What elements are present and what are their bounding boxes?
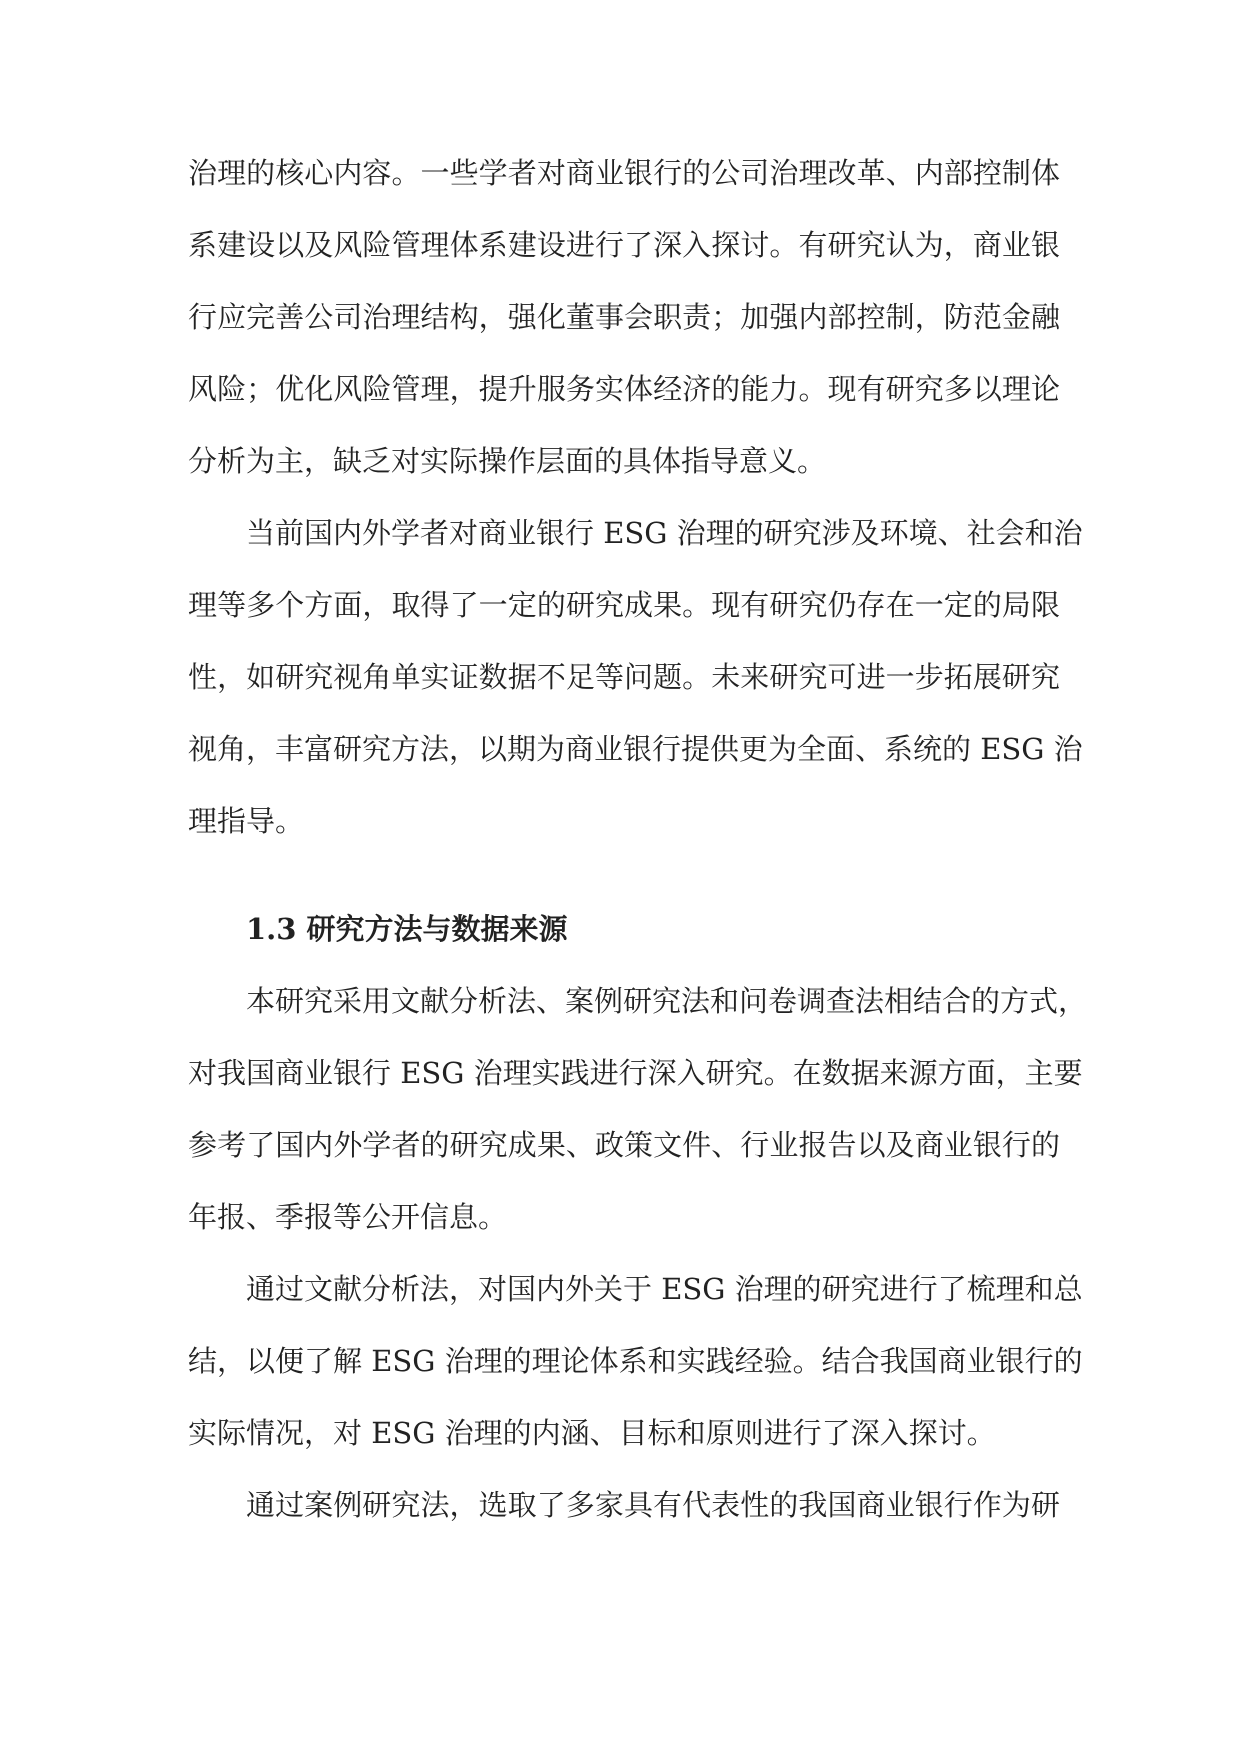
paragraph-p4 — [188, 1253, 1083, 1469]
paragraph-p1 — [188, 137, 1060, 497]
text-line: 通过文献分析法，对国内外关于 ESG 治理的研究进行了梳理和总 — [246, 1272, 1083, 1306]
paragraph-p5 — [188, 1469, 1060, 1541]
text-line: 当前国内外学者对商业银行 ESG 治理的研究涉及环境、社会和治 — [246, 516, 1083, 550]
text-line: 系建设以及风险管理体系建设进行了深入探讨。有研究认为，商业银 — [188, 228, 1060, 262]
text-line: 年报、季报等公开信息。 — [188, 1200, 508, 1234]
text-line: 分析为主，缺乏对实际操作层面的具体指导意义。 — [188, 444, 827, 478]
section-heading: 1.3 研究方法与数据来源 — [246, 912, 568, 946]
text-line: 实际情况，对 ESG 治理的内涵、目标和原则进行了深入探讨。 — [188, 1416, 996, 1450]
text-line: 性，如研究视角单实证数据不足等问题。未来研究可进一步拓展研究 — [188, 660, 1060, 694]
paragraph-p2 — [188, 497, 1083, 857]
text-line: 理指导。 — [188, 804, 305, 838]
text-line: 理等多个方面，取得了一定的研究成果。现有研究仍存在一定的局限 — [188, 588, 1060, 622]
body-text — [188, 137, 1088, 1541]
text-line: 本研究采用文献分析法、案例研究法和问卷调查法相结合的方式， — [246, 984, 1088, 1018]
text-line: 治理的核心内容。一些学者对商业银行的公司治理改革、内部控制体 — [188, 156, 1060, 190]
text-line: 对我国商业银行 ESG 治理实践进行深入研究。在数据来源方面，主要 — [188, 1056, 1083, 1090]
text-line: 通过案例研究法，选取了多家具有代表性的我国商业银行作为研 — [246, 1488, 1060, 1522]
section-spacer — [188, 857, 1060, 893]
text-line: 结，以便了解 ESG 治理的理论体系和实践经验。结合我国商业银行的 — [188, 1344, 1083, 1378]
paragraph-p3 — [188, 965, 1088, 1253]
text-line: 参考了国内外学者的研究成果、政策文件、行业报告以及商业银行的 — [188, 1128, 1060, 1162]
text-line: 行应完善公司治理结构，强化董事会职责；加强内部控制，防范金融 — [188, 300, 1060, 334]
text-line: 视角，丰富研究方法，以期为商业银行提供更为全面、系统的 ESG 治 — [188, 732, 1083, 766]
text-line: 风险；优化风险管理，提升服务实体经济的能力。现有研究多以理论 — [188, 372, 1060, 406]
